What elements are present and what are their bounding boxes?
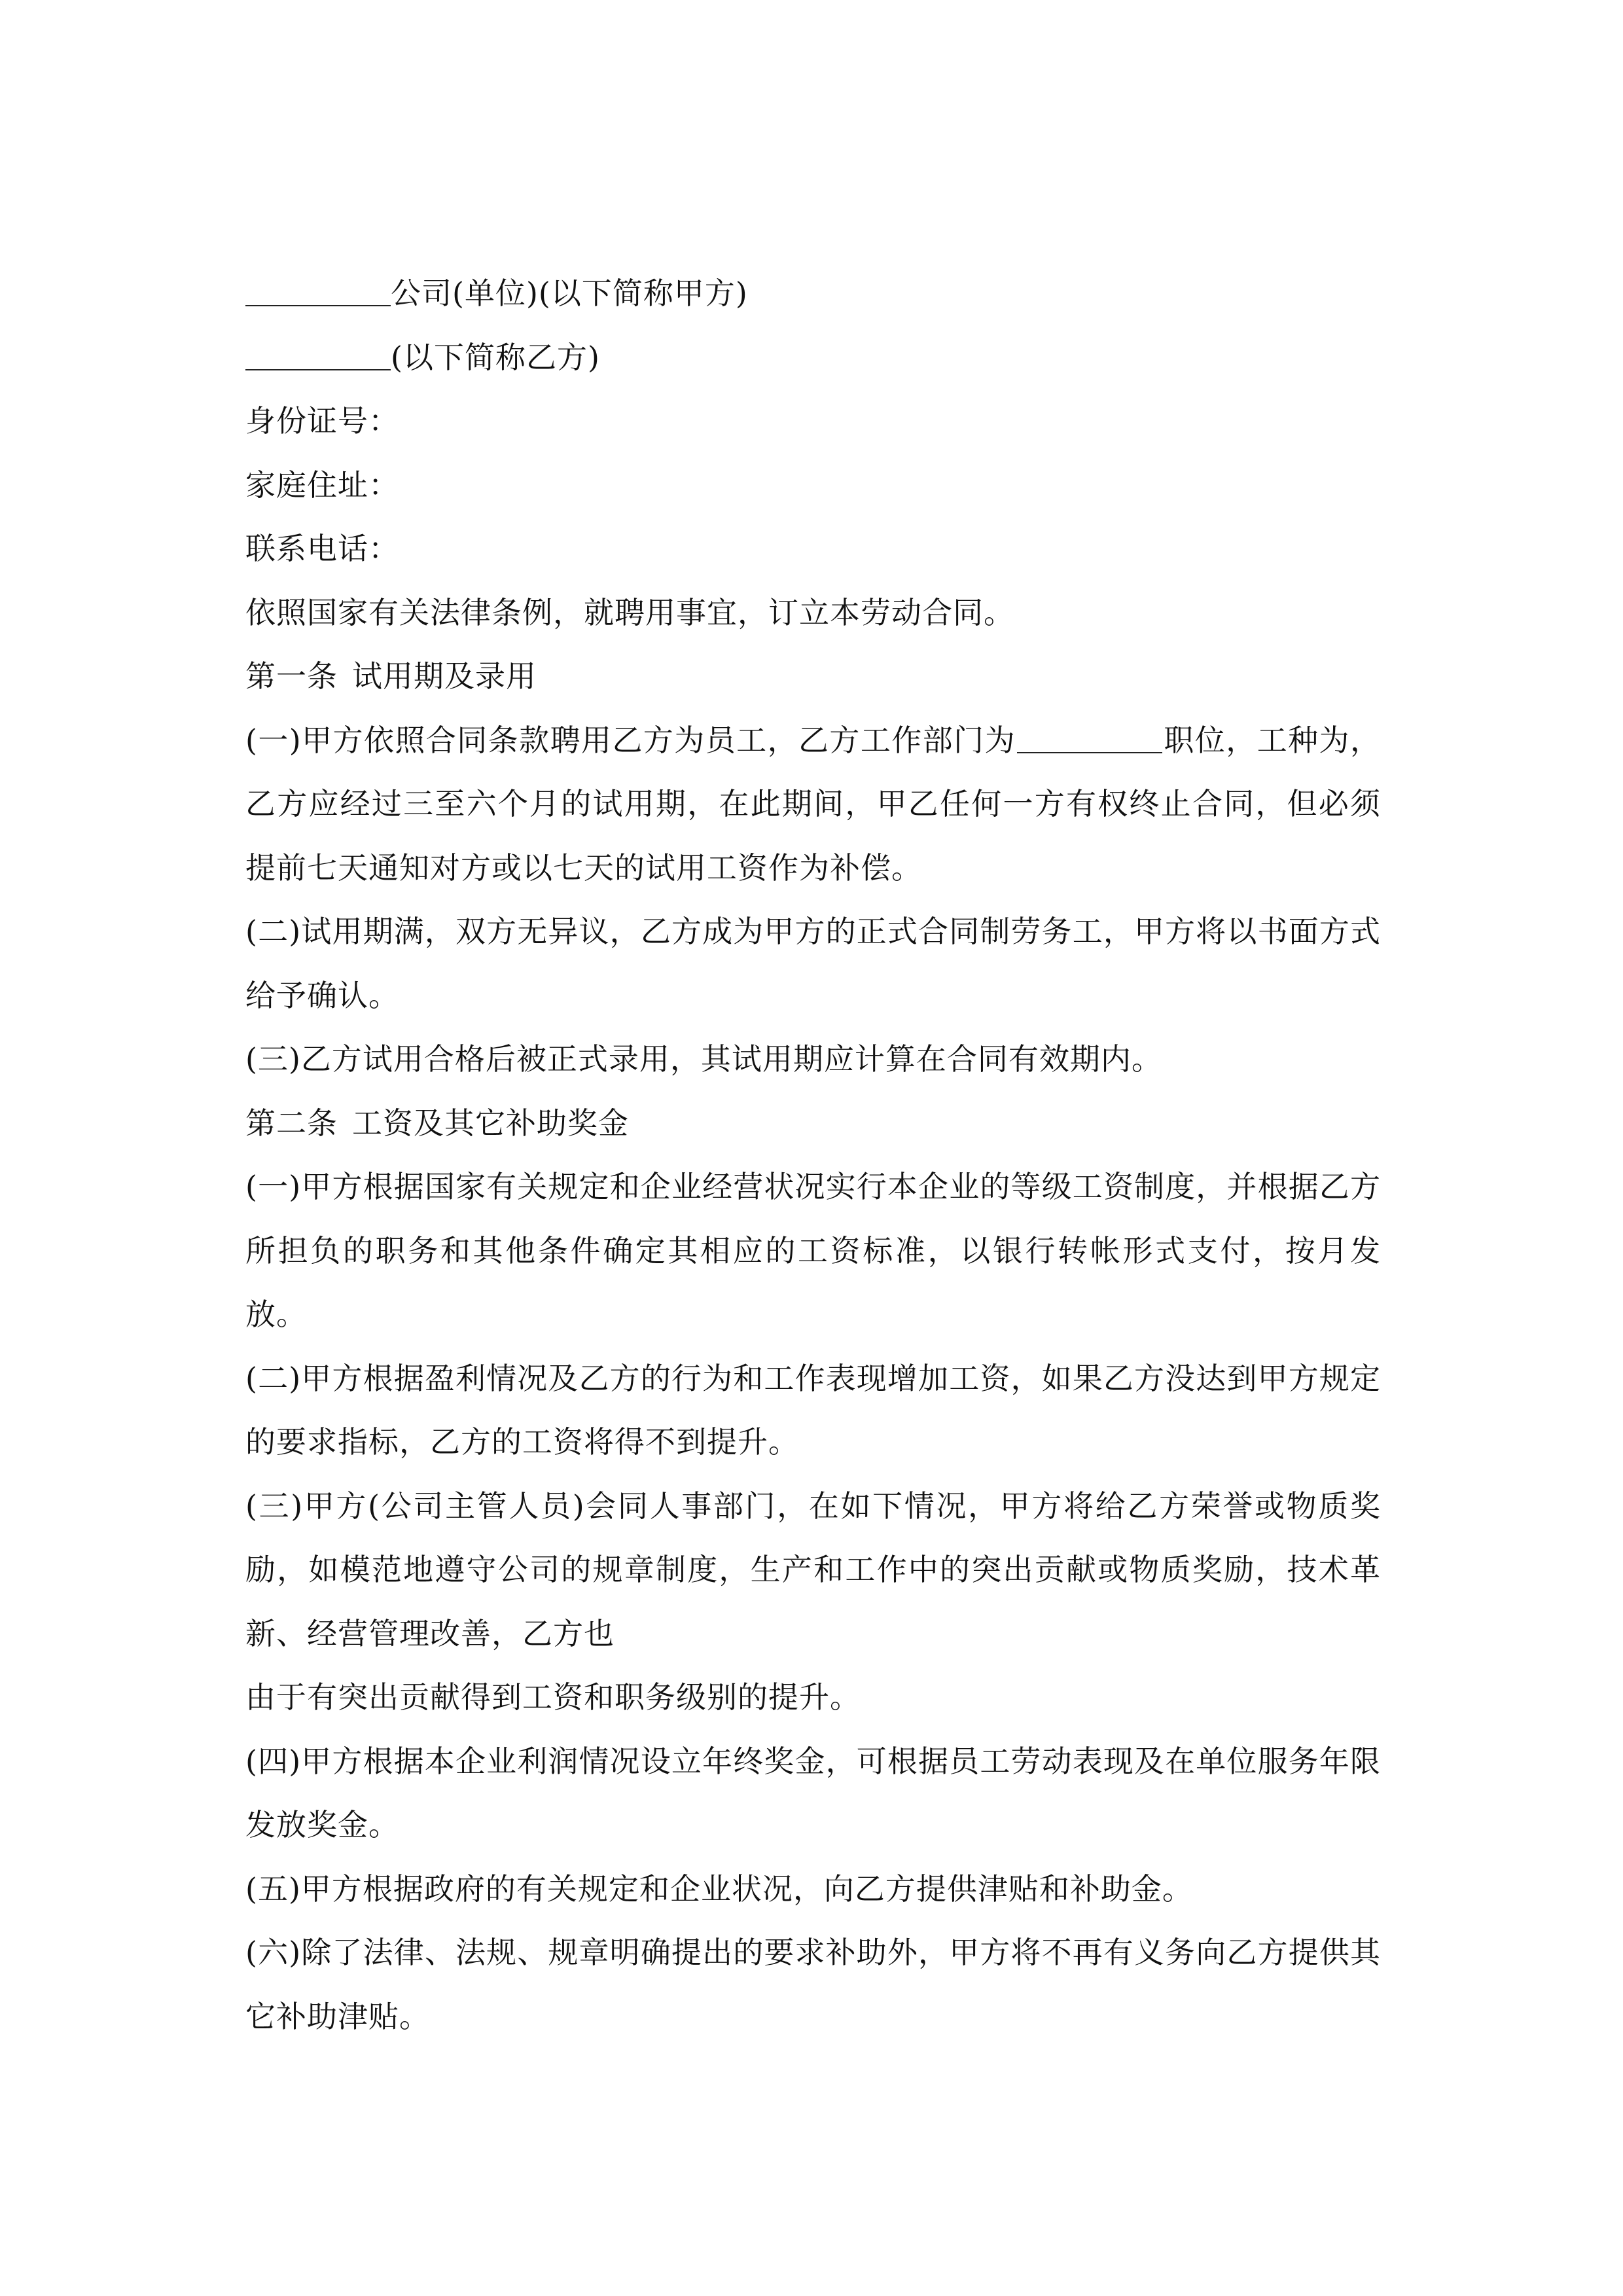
- home-address-field: [245, 454, 1381, 518]
- id-number-label: 身份证号：: [245, 403, 399, 439]
- article-2-clause-1: (一)甲方根据国家有关规定和企业经营状况实行本企业的等级工资制度，并根据乙方所担负的职务和其他条件确定其相应的工资标准，以银行转帐形式支付，按月发放。: [245, 1169, 1381, 1332]
- article-1-title: 试用期及录用: [352, 658, 537, 694]
- article-2-heading: [245, 1092, 1381, 1156]
- clause-1-text-after: 职位，工种为，乙方应经过三至六个月的试用期，在此期间，甲乙任何一方有权终止合同，但必须提前七天通知对方或以七天的试用工资作为补偿。: [245, 722, 1381, 886]
- phone-field: [245, 517, 1381, 581]
- article-1-clause-2: (二)试用期满，双方无异议，乙方成为甲方的正式合同制劳务工，甲方将以书面方式给予确认。: [245, 914, 1381, 1013]
- article-2-clause-2: (二)甲方根据盈利情况及乙方的行为和工作表现增加工资，如果乙方没达到甲方规定的要求指标，乙方的工资将得不到提升。: [245, 1360, 1381, 1460]
- article-1-clause-1: [245, 709, 1381, 901]
- party-a-line: [245, 262, 1381, 326]
- article-2-number: 第二条: [245, 1105, 338, 1141]
- party-a-name-blank[interactable]: [245, 275, 391, 306]
- article-2-clause-6: (六)除了法律、法规、规章明确提出的要求补助外，甲方将不再有义务向乙方提供其它补助津贴。: [245, 1935, 1381, 2034]
- party-b-line: [245, 326, 1381, 390]
- department-blank[interactable]: [1017, 722, 1162, 753]
- phone-label: 联系电话：: [245, 531, 399, 566]
- article-1-clause-3: (三)乙方试用合格后被正式录用，其试用期应计算在合同有效期内。: [245, 1041, 1162, 1077]
- id-number-field: [245, 389, 1381, 454]
- article-2-title: 工资及其它补助奖金: [352, 1105, 629, 1141]
- article-2-clause-5: (五)甲方根据政府的有关规定和企业状况，向乙方提供津贴和补助金。: [245, 1871, 1193, 1907]
- clause-1-text-before: (一)甲方依照合同条款聘用乙方为员工，乙方工作部门为: [245, 722, 1016, 758]
- intro-paragraph: 依照国家有关法律条例，就聘用事宜，订立本劳动合同。: [245, 594, 1014, 630]
- article-1-number: 第一条: [245, 658, 338, 694]
- article-2-clause-3: (三)甲方(公司主管人员)会同人事部门，在如下情况，甲方将给乙方荣誉或物质奖励，如模范地遵守公司的规章制度，生产和工作中的突出贡献或物质奖励，技术革新、经营管理改善，乙方也: [245, 1488, 1381, 1651]
- party-b-name-blank[interactable]: [245, 339, 391, 370]
- article-2-clause-3-continued: 由于有突出贡献得到工资和职务级别的提升。: [245, 1679, 861, 1715]
- home-address-label: 家庭住址：: [245, 467, 399, 503]
- contract-body: [245, 262, 1381, 2049]
- party-b-label: (以下简称乙方): [391, 339, 600, 375]
- article-2-clause-4: (四)甲方根据本企业利润情况设立年终奖金，可根据员工劳动表现及在单位服务年限发放奖金。: [245, 1743, 1381, 1842]
- party-a-label: 公司(单位)(以下简称甲方): [391, 276, 748, 311]
- article-1-heading: [245, 645, 1381, 709]
